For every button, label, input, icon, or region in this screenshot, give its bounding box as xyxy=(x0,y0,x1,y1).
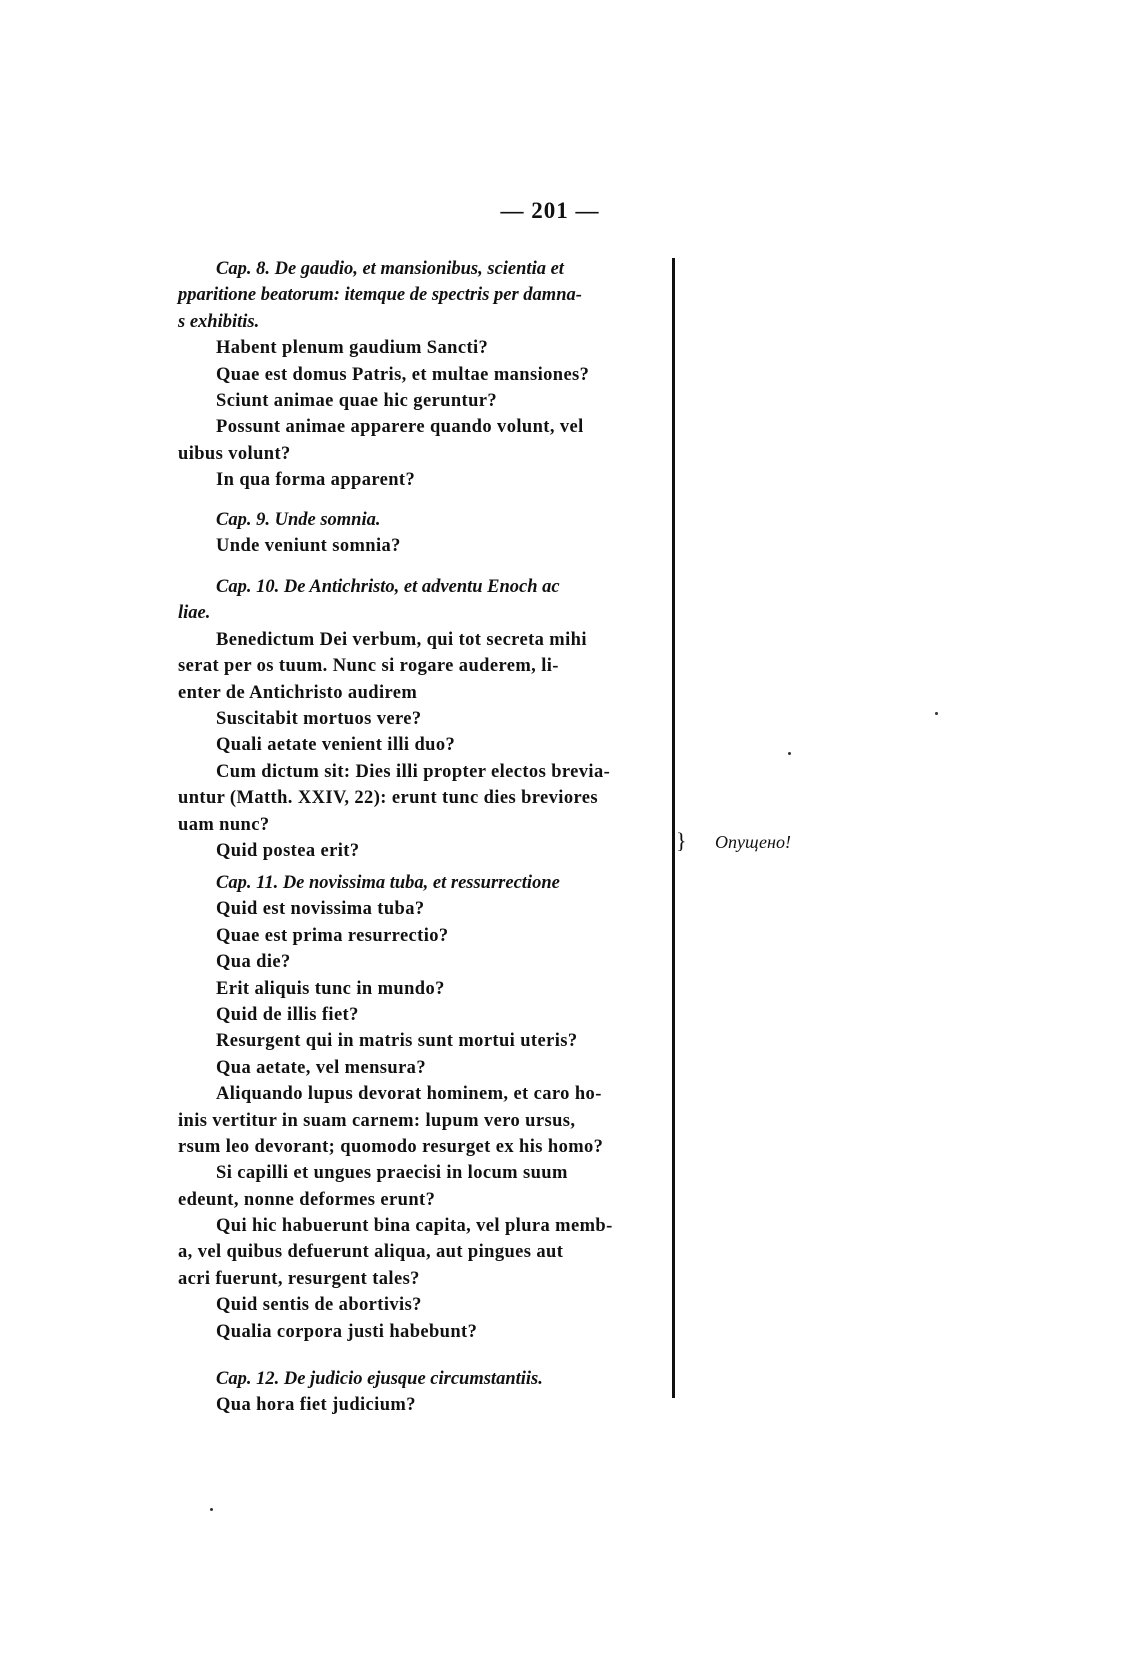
question-line: Habent plenum gaudium Sancti? xyxy=(216,338,489,359)
section-heading-line: Cap. 12. De judicio ejusque circumstantiis. xyxy=(216,1369,543,1389)
question-line: rsum leo devorant; quomodo resurget ex his homo? xyxy=(178,1136,604,1157)
question-line: Quid est novissima tuba? xyxy=(216,899,425,920)
question-line: Quid postea erit? xyxy=(216,840,360,861)
question-line: Si capilli et ungues praecisi in locum suum xyxy=(216,1163,568,1184)
margin-note: Опущено! xyxy=(715,832,791,852)
question-line: Quae est prima resurrectio? xyxy=(216,925,449,946)
question-line: Qui hic habuerunt bina capita, vel plura memb- xyxy=(216,1216,613,1237)
section-heading-line: Cap. 10. De Antichristo, et adventu Enoch ac xyxy=(216,577,560,597)
question-line: Unde veniunt somnia? xyxy=(216,536,401,557)
section-cap-11 xyxy=(178,870,666,1345)
section-heading-line: s exhibitis. xyxy=(178,311,260,332)
question-line: Benedictum Dei verbum, qui tot secreta mihi xyxy=(216,629,587,650)
question-line: Possunt animae apparere quando volunt, vel xyxy=(216,417,584,438)
question-line: In qua forma apparent? xyxy=(216,470,416,491)
question-line: Erit aliquis tunc in mundo? xyxy=(216,978,445,999)
question-line: Sciunt animae quae hic geruntur? xyxy=(216,390,498,411)
page-number: — 201 — xyxy=(500,198,600,223)
section-heading-line: Cap. 11. De novissima tuba, et ressurrectione xyxy=(216,873,560,893)
section-cap-12 xyxy=(178,1366,666,1419)
section-heading-line: pparitione beatorum: itemque de spectris per damna- xyxy=(178,285,582,306)
question-line: Quid de illis fiet? xyxy=(216,1004,359,1025)
question-line: uam nunc? xyxy=(178,814,270,835)
question-line: acri fuerunt, resurgent tales? xyxy=(178,1268,420,1289)
question-line: Resurgent qui in matris sunt mortui uteris? xyxy=(216,1031,578,1052)
margin-brace: } xyxy=(676,828,687,853)
question-line: Qualia corpora justi habebunt? xyxy=(216,1321,478,1342)
question-line: Aliquando lupus devorat hominem, et caro ho- xyxy=(216,1084,602,1105)
question-line: uibus volunt? xyxy=(178,443,291,464)
section-cap-10 xyxy=(178,574,666,864)
question-line: inis vertitur in suam carnem: lupum vero ursus, xyxy=(178,1110,576,1131)
question-line: enter de Antichristo audirem xyxy=(178,682,418,703)
question-line: Qua aetate, vel mensura? xyxy=(216,1057,426,1078)
question-line: edeunt, nonne deformes erunt? xyxy=(178,1189,436,1210)
question-line: serat per os tuum. Nunc si rogare auderem, li- xyxy=(178,656,559,677)
section-heading-line: Cap. 8. De gaudio, et mansionibus, scientia et xyxy=(216,259,564,279)
question-line: Cum dictum sit: Dies illi propter electos brevia- xyxy=(216,761,611,782)
question-line: Qua die? xyxy=(216,952,291,973)
question-line: Quali aetate venient illi duo? xyxy=(216,735,456,756)
speck xyxy=(788,752,791,755)
question-line: Qua hora fiet judicium? xyxy=(216,1395,416,1416)
question-line: a, vel quibus defuerunt aliqua, aut pingues aut xyxy=(178,1242,564,1263)
section-cap-8 xyxy=(178,256,666,494)
speck xyxy=(935,712,938,715)
margin-rule xyxy=(672,258,675,1398)
section-heading-line: liae. xyxy=(178,603,211,624)
section-cap-9 xyxy=(178,507,666,560)
question-line: Quae est domus Patris, et multae mansiones? xyxy=(216,364,590,385)
speck xyxy=(210,1508,213,1511)
question-line: untur (Matth. XXIV, 22): erunt tunc dies breviores xyxy=(178,788,598,809)
question-line: Quid sentis de abortivis? xyxy=(216,1295,422,1316)
section-heading-line: Cap. 9. Unde somnia. xyxy=(216,510,381,530)
question-line: Suscitabit mortuos vere? xyxy=(216,708,422,729)
